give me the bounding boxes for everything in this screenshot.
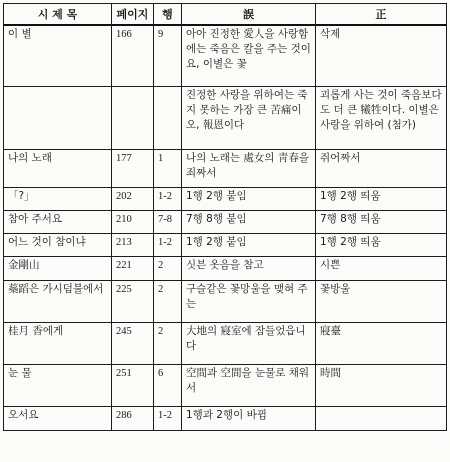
table-row — [4, 25, 447, 86]
cell-line: 2 — [154, 256, 182, 280]
cell-wrong: 아아 진정한 愛人을 사랑함에는 죽음은 칼을 주는 것이요, 이별은 꽃 — [182, 25, 316, 86]
cell-right: 꽃방울 — [316, 280, 447, 322]
cell-page: 286 — [112, 406, 154, 430]
header-page: 페이지 — [112, 4, 154, 26]
errata-table — [3, 3, 447, 431]
cell-line: 2 — [154, 322, 182, 364]
cell-title: 오서요 — [4, 406, 112, 430]
cell-right: 7행 8행 띄움 — [316, 210, 447, 233]
cell-right — [316, 406, 447, 430]
cell-wrong: 1행 2행 붙임 — [182, 233, 316, 256]
table-row — [4, 149, 447, 187]
cell-page: 210 — [112, 210, 154, 233]
cell-page — [112, 86, 154, 149]
table-row — [4, 280, 447, 322]
cell-wrong: 1행과 2행이 바뀜 — [182, 406, 316, 430]
table-row — [4, 86, 447, 149]
cell-title: 나의 노래 — [4, 149, 112, 187]
cell-page: 177 — [112, 149, 154, 187]
cell-title: 참아 주서요 — [4, 210, 112, 233]
cell-page: 213 — [112, 233, 154, 256]
cell-wrong: 1행 2행 붙임 — [182, 187, 316, 210]
cell-page: 202 — [112, 187, 154, 210]
header-line: 행 — [154, 4, 182, 26]
header-row — [4, 4, 447, 26]
cell-title — [4, 86, 112, 149]
table-row — [4, 406, 447, 430]
table-row — [4, 210, 447, 233]
cell-right: 1행 2행 띄움 — [316, 187, 447, 210]
cell-page: 225 — [112, 280, 154, 322]
cell-right: 괴롭게 사는 것이 죽음보다도 더 큰 犧牲이다. 이별은 사랑을 위하여 (첨가) — [316, 86, 447, 149]
cell-wrong: 空間과 空間을 눈물로 채워서 — [182, 364, 316, 406]
cell-title: 이 별 — [4, 25, 112, 86]
cell-wrong: 구슬같은 꽃망울을 맺혀 주는 — [182, 280, 316, 322]
table-row — [4, 322, 447, 364]
cell-right: 시쁜 — [316, 256, 447, 280]
cell-wrong: 진정한 사랑을 위하여는 죽지 못하는 가장 큰 苦痛이오, 報恩이다 — [182, 86, 316, 149]
cell-line — [154, 86, 182, 149]
table-row — [4, 187, 447, 210]
cell-wrong: 7행 8행 붙임 — [182, 210, 316, 233]
cell-wrong: 大地의 寢室에 잠들었읍니다 — [182, 322, 316, 364]
cell-title: 金剛山 — [4, 256, 112, 280]
cell-page: 251 — [112, 364, 154, 406]
cell-right: 삭제 — [316, 25, 447, 86]
header-right: 正 — [316, 4, 447, 26]
table-row — [4, 233, 447, 256]
cell-title: 어느 것이 참이냐 — [4, 233, 112, 256]
cell-line: 1 — [154, 149, 182, 187]
cell-right: 時間 — [316, 364, 447, 406]
cell-right: 寢臺 — [316, 322, 447, 364]
cell-line: 1-2 — [154, 187, 182, 210]
cell-right: 1행 2행 띄움 — [316, 233, 447, 256]
cell-line: 1-2 — [154, 233, 182, 256]
cell-line: 7-8 — [154, 210, 182, 233]
cell-line: 9 — [154, 25, 182, 86]
cell-title: 桂月 香에게 — [4, 322, 112, 364]
cell-page: 245 — [112, 322, 154, 364]
cell-page: 166 — [112, 25, 154, 86]
cell-title: 「?」 — [4, 187, 112, 210]
table-row — [4, 364, 447, 406]
cell-line: 2 — [154, 280, 182, 322]
cell-page: 221 — [112, 256, 154, 280]
cell-wrong: 싯븐 옷음을 참고 — [182, 256, 316, 280]
cell-line: 6 — [154, 364, 182, 406]
cell-line: 1-2 — [154, 406, 182, 430]
cell-wrong: 나의 노래는 處女의 靑春을 죄짜서 — [182, 149, 316, 187]
cell-title: 蘂蹈은 가시덤불에서 — [4, 280, 112, 322]
header-title: 시 제 목 — [4, 4, 112, 26]
header-wrong: 誤 — [182, 4, 316, 26]
table-row — [4, 256, 447, 280]
cell-title: 눈 물 — [4, 364, 112, 406]
cell-right: 쥐어짜서 — [316, 149, 447, 187]
